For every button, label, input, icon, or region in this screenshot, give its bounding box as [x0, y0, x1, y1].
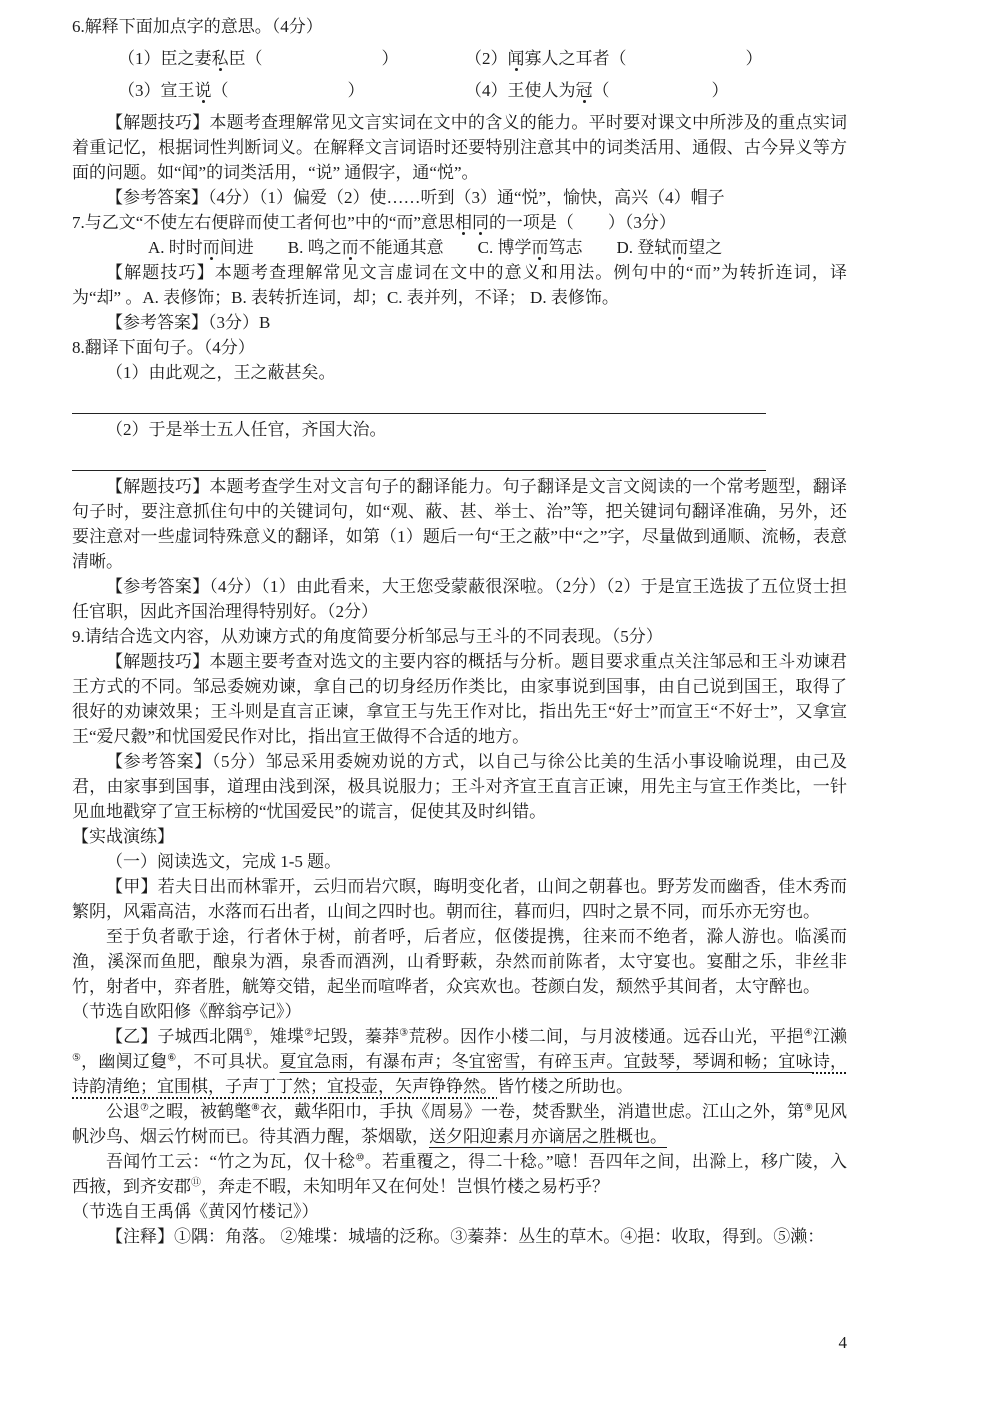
emphasis-dot-char: 闻 [507, 49, 525, 68]
q6-items-row-2 [72, 78, 847, 103]
note-ref-superscript: ② [304, 1027, 314, 1039]
emphasis-dot-char: 说 [194, 81, 212, 100]
q6-item-3: （3）宣王说（ ） [118, 81, 365, 100]
emphasis-dot-char: 相 [454, 213, 472, 232]
source-yi: （节选自王禹偁《黄冈竹楼记》） [72, 1202, 319, 1221]
note-ref-superscript: ⑪ [191, 1177, 201, 1189]
passage-jia-para-1: 【甲】若夫日出而林霏开，云归而岩穴暝，晦明变化者，山间之朝暮也。野芳发而幽香，佳木秀而繁阴，风霜高洁，水落而石出者，山间之四时也。朝而往，暮而归，四时之景不同，而乐亦无穷也。 [72, 877, 847, 921]
underlined-text: 夏宜急雨，有瀑布声；冬宜密雪，有碎玉声。宜鼓琴，琴调和畅；宜咏 [279, 1052, 813, 1071]
dotted-underlined-text: 诗，诗韵清绝；宜围棋，子声丁丁然；宜投壶，矢声铮铮然。 [72, 1052, 848, 1096]
q6-item-2: （2）闻寡人之耳者（ ） [465, 49, 763, 68]
emphasis-dot-char: 同 [471, 213, 489, 232]
emphasis-dot-char: 冠 [575, 81, 593, 100]
q6-item-4: （4）王使人为冠（ ） [465, 81, 729, 100]
emphasis-dot-char: 而 [671, 238, 689, 257]
note-ref-superscript: ⑥ [167, 1052, 177, 1064]
q7-technique: 【解题技巧】本题考查理解常见文言虚词在文中的意义和用法。例句中的“而”为转折连词，译为“却” 。A. 表修饰；B. 表转折连词，却；C. 表并列，不译； D. 表修饰。 [72, 263, 847, 307]
q6-item-1: （1）臣之妻私臣（ ） [118, 49, 399, 68]
page-number: 4 [838, 1333, 847, 1352]
q9-answer: 【参考答案】（5分）邹忌采用委婉劝说的方式，以自己与徐公比美的生活小事设喻说理，由己及君，由家事到国事，道理由浅到深，极具说服力；王斗对齐宣王直言正谏，用先主与宣王作类比，一针见血地戳穿了宣王标榜的“忧国爱民”的谎言，促使其及时纠错。 [72, 752, 847, 821]
emphasis-dot-char: 而 [202, 238, 220, 257]
underlined-text: 送夕阳迎素月亦谪居之胜概也。 [429, 1127, 667, 1146]
note-ref-superscript: ⑤ [72, 1052, 82, 1064]
note-ref-superscript: ⑦ [140, 1102, 149, 1114]
q8-answer: 【参考答案】（4分）（1）由此看来，大王您受蒙蔽很深啦。（2分）（2）于是宣王选拔了五位贤士担任官职，因此齐国治理得特别好。（2分） [72, 577, 847, 621]
section-practice-header: 【实战演练】 [72, 827, 174, 846]
question-8-header: 8.翻译下面句子。（4分） [72, 338, 255, 357]
note-ref-superscript: ⑨ [804, 1102, 814, 1114]
note-ref-superscript: ③ [399, 1027, 409, 1039]
question-7-header: 7.与乙文“不使左右便辟而使工者何也”中的“而”意思相同的一项是（ ）（3分） [72, 213, 676, 232]
q7-options: A. 时时而间进 B. 鸣之而不能通其意 C. 博学而笃志 D. 登轼而望之 [148, 238, 723, 257]
note-ref-superscript: ⑩ [355, 1152, 365, 1164]
source-jia: （节选自欧阳修《醉翁亭记》） [72, 1002, 302, 1021]
q8-answer-line-2 [72, 442, 766, 471]
question-9-header: 9.请结合选文内容，从劝谏方式的角度简要分析邹忌与王斗的不同表现。（5分） [72, 627, 663, 646]
q6-items-row-1 [72, 46, 847, 71]
passage-yi-para-3: 吾闻竹工云：“竹之为瓦，仅十稔⑩。若重覆之，得二十稔。”噫！吾四年之间，出滁上，移广陵，入西掖，到齐安郡⑪，奔走不暇，未知明年又在何处！岂惧竹楼之易朽乎？ [72, 1152, 848, 1196]
practice-intro: （一）阅读选文，完成 1-5 题。 [106, 852, 342, 871]
document-content [72, 14, 847, 1249]
note-ref-superscript: ⑧ [251, 1102, 260, 1114]
q8-technique: 【解题技巧】本题考查学生对文言句子的翻译能力。句子翻译是文言文阅读的一个常考题型，翻译句子时，要注意抓住句中的关键词句，如“观、蔽、甚、举士、治”等，把关键词句翻译准确，另外，还要注意对一些虚词特殊意义的翻译，如第（1）题后一句“王之蔽”中“之”字，尽量做到通顺、流畅，表意清晰。 [72, 477, 847, 571]
note-ref-superscript: ① [243, 1027, 253, 1039]
passage-yi-para-1: 【乙】子城西北隅①，雉堞②圮毁，蓁莽③荒秽。因作小楼二间，与月波楼通。远吞山光，平挹④江濑⑤，幽阒辽敻⑥，不可具状。夏宜急雨，有瀑布声；冬宜密雪，有碎玉声。宜鼓琴，琴调和畅；宜咏诗，诗韵清绝；宜围棋，子声丁丁然；宜投壶，矢声铮铮然。皆竹楼之所助也。 [72, 1027, 848, 1096]
q9-technique: 【解题技巧】本题主要考查对选文的主要内容的概括与分析。题目要求重点关注邹忌和王斗劝谏君王方式的不同。邹忌委婉劝谏，拿自己的切身经历作类比，由家事说到国事，由自己说到国王，取得了很好的劝谏效果；王斗则是直言正谏，拿宣王与先王作对比，指出先王“好士”而宣王“不好士”，又拿宣王“爱尺縠”和忧国爱民作对比，指出宣王做得不合适的地方。 [72, 652, 847, 746]
q6-answer: 【参考答案】（4分）（1）偏爱（2）使……听到（3）通“悦”，愉快，高兴（4）帽子 [106, 188, 725, 207]
q8-sentence-1: （1）由此观之，王之蔽甚矣。 [106, 363, 336, 382]
q8-answer-line-1 [72, 385, 766, 414]
notes: 【注释】①隅：角落。 ②雉堞：城墙的泛称。③蓁莽：丛生的草木。④挹：收取，得到。⑤濑： [106, 1227, 825, 1246]
emphasis-dot-char: 而 [341, 238, 359, 257]
emphasis-dot-char: 而 [531, 238, 549, 257]
passage-jia-para-2: 至于负者歌于途，行者休于树，前者呼，后者应，伛偻提携，往来而不绝者，滁人游也。临溪而渔，溪深而鱼肥，酿泉为酒，泉香而酒洌，山肴野蔌，杂然而前陈者，太守宴也。宴酣之乐，非丝非竹，射者中，弈者胜，觥筹交错，起坐而喧哗者，众宾欢也。苍颜白发，颓然乎其间者，太守醉也。 [72, 927, 847, 996]
passage-yi-para-2: 公退⑦之暇，被鹤氅⑧衣，戴华阳巾，手执《周易》一卷，焚香默坐，消遣世虑。江山之外，第⑨见风帆沙鸟、烟云竹树而已。待其酒力醒，茶烟歇，送夕阳迎素月亦谪居之胜概也。 [72, 1102, 848, 1146]
note-ref-superscript: ④ [803, 1027, 813, 1039]
question-6-header: 6.解释下面加点字的意思。（4分） [72, 17, 323, 36]
q8-sentence-2: （2）于是举士五人任官，齐国大治。 [106, 420, 387, 439]
q6-technique: 【解题技巧】本题考查理解常见文言实词在文中的含义的能力。平时要对课文中所涉及的重点实词着重记忆，根据词性判断词义。在解释文言词语时还要特别注意其中的词类活用、通假、古今异义等方面的问题。如“闻”的词类活用，“说” 通假字，通“悦”。 [72, 113, 847, 182]
q7-answer: 【参考答案】（3分）B [106, 313, 271, 332]
emphasis-dot-char: 私 [211, 49, 229, 68]
